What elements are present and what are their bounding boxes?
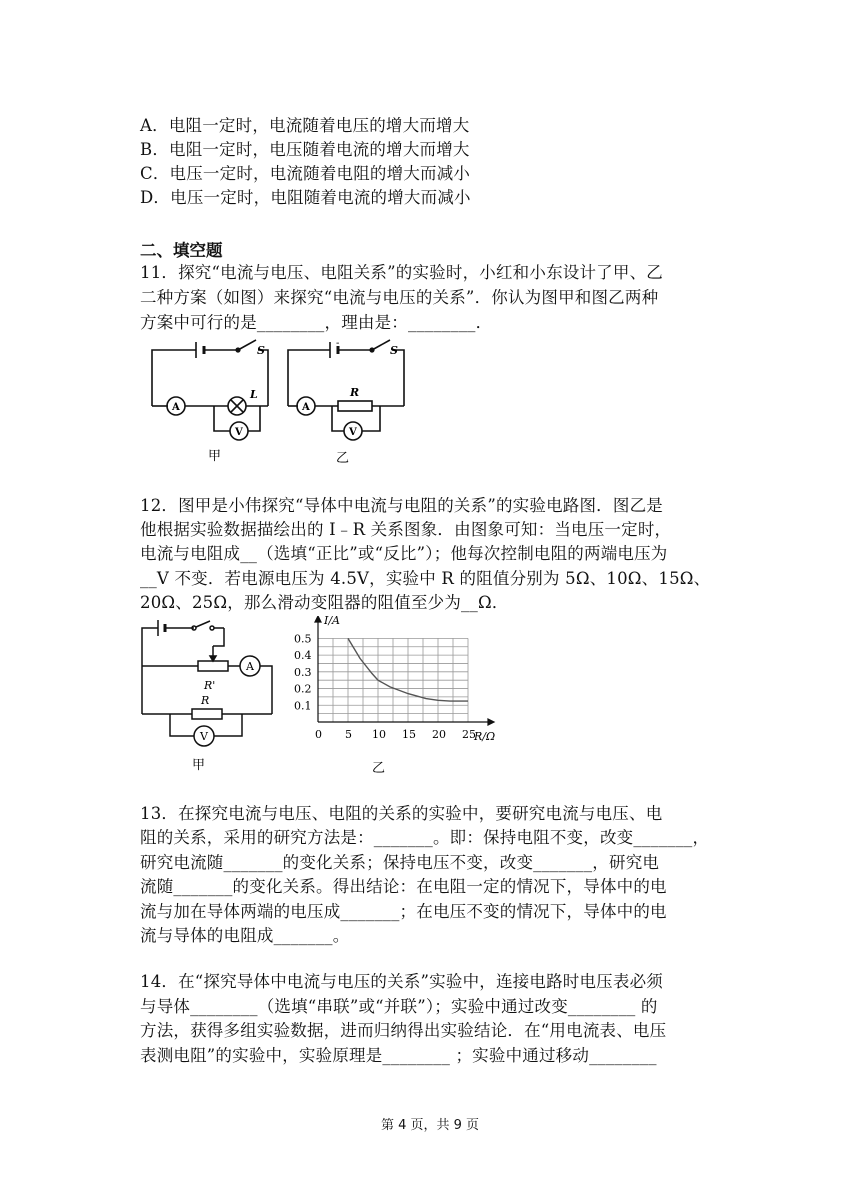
page-footer: 第 4 页，共 9 页	[380, 1118, 480, 1133]
x-tick-label: 25	[462, 728, 476, 741]
q12-circuit-jia	[138, 616, 288, 776]
y-axis-label: I/A	[324, 616, 340, 627]
q13-line: 阻的关系，采用的研究方法是：_______。即：保持电阻不变，改变_______，	[140, 828, 710, 847]
q14-line: 与导体________（选填“串联”或“并联”）；实验中通过改变________ 的	[140, 997, 658, 1016]
ammeter-label: A	[246, 660, 254, 673]
q12-line: 电流与电阻成__（选填“正比”或“反比”）；他每次控制电阻的两端电压为	[140, 544, 668, 563]
option-d: D．电压一定时，电阻随着电流的增大而减小	[140, 188, 471, 207]
q14-line: 表测电阻”的实验中，实验原理是________ ；实验中通过移动________	[140, 1046, 657, 1065]
switch-label: S	[390, 344, 398, 357]
x-axis-arrow	[488, 719, 494, 725]
x-tick-label: 20	[432, 728, 446, 741]
voltmeter-label: V	[235, 427, 243, 438]
q11-line: 方案中可行的是________，理由是：________．	[140, 313, 493, 332]
switch-label: S	[257, 344, 265, 357]
ammeter-label: A	[302, 402, 310, 413]
q13-line: 研究电流随_______的变化关系；保持电压不变，改变_______，研究电	[140, 853, 660, 872]
q14-line: 方法，获得多组实验数据，进而归纳得出实验结论．在“用电流表、电压	[140, 1021, 667, 1040]
y-axis-arrow	[315, 616, 321, 622]
x-tick-label: 10	[372, 728, 386, 741]
y-tick-label: 0.4	[294, 649, 312, 663]
lamp-label: L	[250, 388, 258, 401]
minus-sign: -	[336, 338, 340, 349]
q12-line: __V 不变．若电源电压为 4.5V，实验中 R 的阻值分别为 5Ω、10Ω、15Ω、	[140, 569, 711, 588]
figure-caption: 乙	[336, 451, 350, 466]
x-tick-label: 15	[402, 728, 416, 741]
x-axis-label: R/Ω	[474, 730, 496, 743]
x-tick-label: 5	[345, 728, 352, 741]
q12-graph-yi	[290, 616, 500, 776]
y-tick-label: 0.1	[294, 699, 312, 713]
option-a: A．电阻一定时，电流随着电压的增大而增大	[140, 116, 470, 135]
q13-line: 流随_______的变化关系。得出结论：在电阻一定的情况下，导体中的电	[140, 877, 667, 896]
voltmeter-label: V	[200, 730, 208, 743]
section-title: 二、填空题	[140, 241, 223, 260]
q12-line: 他根据实验数据描绘出的 I﹣R 关系图象．由图象可知：当电压一定时，	[140, 520, 672, 539]
q11-circuit-yi	[282, 336, 412, 466]
resistor-label: R	[350, 386, 360, 399]
q12-line: 20Ω、25Ω，那么滑动变阻器的阻值至少为__Ω．	[140, 593, 509, 612]
ammeter-label: A	[172, 402, 180, 413]
resistor-label: R	[201, 694, 210, 707]
figure-caption: 甲	[208, 449, 222, 464]
q14-line: 14．在“探究导体中电流与电压的关系”实验中，连接电路时电压表必须	[140, 972, 663, 991]
option-b: B．电阻一定时，电压随着电流的增大而增大	[140, 140, 470, 159]
q11-circuit-jia	[140, 336, 280, 466]
voltmeter-label: V	[349, 427, 357, 438]
q13-line: 流与加在导体两端的电压成_______；在电压不变的情况下，导体中的电	[140, 902, 667, 921]
q12-line: 12．图甲是小伟探究“导体中电流与电阻的关系”的实验电路图．图乙是	[140, 496, 663, 515]
figure-caption: 乙	[372, 761, 386, 776]
y-tick-label: 0.5	[294, 632, 312, 646]
x-tick-label: 0	[315, 728, 322, 741]
y-tick-label: 0.3	[294, 665, 312, 679]
q13-line: 流与导体的电阻成_______。	[140, 926, 350, 945]
figure-caption: 甲	[192, 758, 206, 773]
i-r-chart	[290, 616, 500, 776]
rheostat-label: R'	[204, 679, 216, 692]
option-c: C．电压一定时，电流随着电阻的增大而减小	[140, 164, 471, 183]
y-tick-label: 0.2	[294, 682, 312, 696]
q11-line: 二种方案（如图）来探究“电流与电压的关系”．你认为图甲和图乙两种	[140, 288, 659, 307]
q11-line: 11．探究“电流与电压、电阻关系”的实验时，小红和小东设计了甲、乙	[140, 263, 663, 282]
q13-line: 13．在探究电流与电压、电阻的关系的实验中，要研究电流与电压、电	[140, 804, 663, 823]
